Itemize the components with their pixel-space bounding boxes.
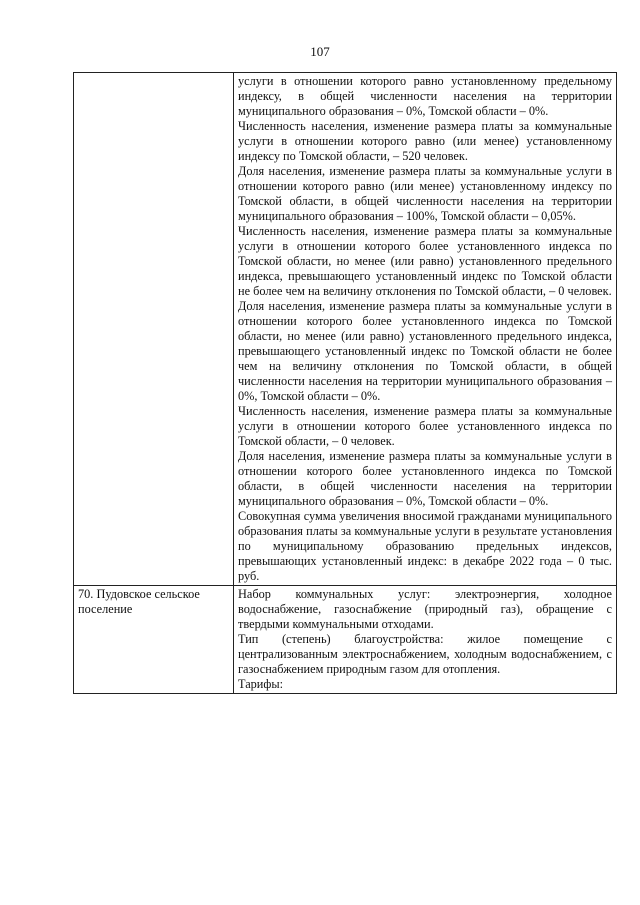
table-row <box>74 586 617 694</box>
paragraph: Тарифы: <box>238 677 284 691</box>
description-cell <box>234 586 617 694</box>
description-cell <box>234 73 617 586</box>
paragraph: Доля населения, изменение размера платы за коммунальные услуги в отношении которого более установленного индекса по Томской области, но менее (или равно) установленного предельного индекса, превышающего установленный индекс по Томской области не более чем на величину отклонения по Томской области, в общей численности населения на территории муниципального образования – 0%, Томской области – 0%. <box>238 299 612 403</box>
paragraph: услуги в отношении которого равно установленному предельному индексу, в общей численности населения на территории муниципального образования – 0%, Томской области – 0%. <box>238 74 612 118</box>
municipality-cell: 70. Пудовское сельское поселение <box>74 586 234 694</box>
paragraph: Доля населения, изменение размера платы за коммунальные услуги в отношении которого равно (или менее) установленному индексу по Томской области, в общей численности населения на территории муниципального образования – 100%, Томской области – 0,05%. <box>238 164 612 223</box>
municipality-table <box>73 72 617 694</box>
table-row <box>74 73 617 586</box>
page-number: 107 <box>310 44 330 59</box>
paragraph: Совокупная сумма увеличения вносимой гражданами муниципального образования платы за коммунальные услуги в результате установления по муниципальному образованию предельных индексов, превышающих установленный индекс: в декабре 2022 года – 0 тыс. руб. <box>238 509 612 583</box>
paragraph: Набор коммунальных услуг: электроэнергия, холодное водоснабжение, газоснабжение (природный газ), обращение с твердыми коммунальными отходами. <box>238 587 612 631</box>
paragraph: Тип (степень) благоустройства: жилое помещение с централизованным электроснабжением, холодным водоснабжением, с газоснабжением природным газом для отопления. <box>238 632 612 676</box>
paragraph: Численность населения, изменение размера платы за коммунальные услуги в отношении которого более установленного индекса по Томской области, – 0 человек. <box>238 404 612 448</box>
paragraph: Доля населения, изменение размера платы за коммунальные услуги в отношении которого более установленного индекса по Томской области, в общей численности населения на территории муниципального образования – 0%, Томской области – 0%. <box>238 449 612 508</box>
municipality-cell <box>74 73 234 586</box>
paragraph: Численность населения, изменение размера платы за коммунальные услуги в отношении которого более установленного индекса по Томской области, но менее (или равно) установленного предельного индекса, превышающего установленный индекс по Томской области не более чем на величину отклонения по Томской области, – 0 человек. <box>238 224 612 298</box>
paragraph: Численность населения, изменение размера платы за коммунальные услуги в отношении которого равно (или менее) установленному индексу по Томской области, – 520 человек. <box>238 119 612 163</box>
